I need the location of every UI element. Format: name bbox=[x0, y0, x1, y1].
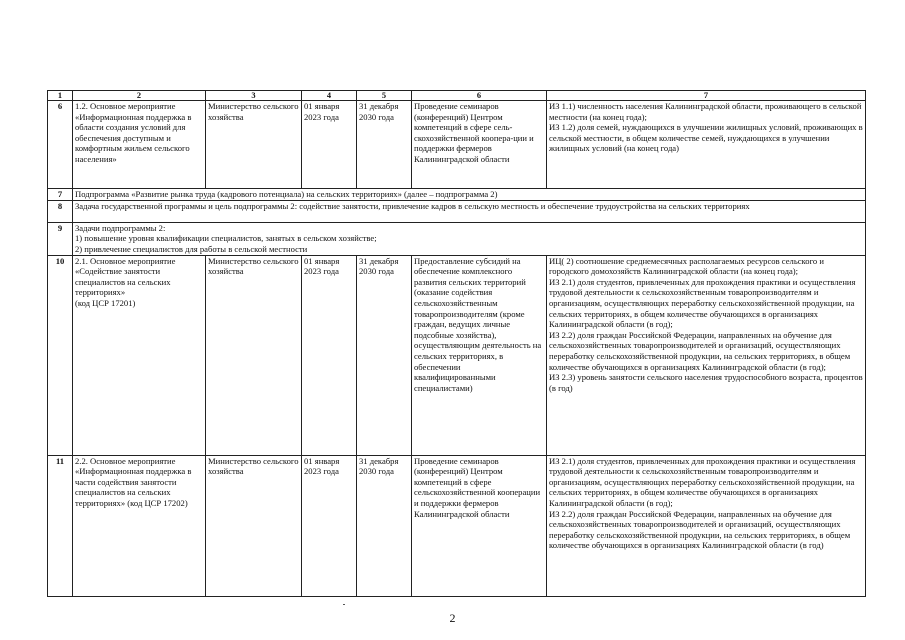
table-row bbox=[48, 200, 866, 222]
result-cell: Проведение семинаров (конференций) Центром компетенций в сфере сель-скохозяйственной коопера-ции и поддержки фермеров Калининградской области bbox=[412, 101, 547, 189]
table-header-row bbox=[48, 91, 866, 101]
row-number: 9 bbox=[48, 222, 73, 255]
executor-cell: Министерство сельского хозяйства bbox=[206, 455, 302, 596]
header-cell: 6 bbox=[412, 91, 547, 101]
row-number: 10 bbox=[48, 255, 73, 455]
header-cell: 5 bbox=[357, 91, 412, 101]
event-cell: 2.2. Основное мероприятие «Информационная поддержка в части содействия занятости специалистов на сельских территориях» (код ЦСР 17202) bbox=[73, 455, 206, 596]
start-date-cell: 01 января 2023 года bbox=[302, 255, 357, 455]
end-date-cell: 31 декабря 2030 года bbox=[357, 255, 412, 455]
header-cell: 7 bbox=[547, 91, 866, 101]
row-number: 11 bbox=[48, 455, 73, 596]
indicators-cell: ИЗ 2.1) доля студентов, привлеченных для прохождения практики и осуществления трудовой деятельности к сельскохозяйственным товаропроизводителям и организациям, осуществляющих переработку сельскохозяйственной продукции, на сельских территориях, в общем количестве обучающихся в организациях Калининградской области (в год); ИЗ 2.2) доля граждан Российской Федерации, направленных на обучение для сельскохозяйственных товаропроизводителей и организаций, осуществляющих переработку сельскохозяйственной продукции, на сельских территориях, в общем количестве обучающихся в организациях Калининградской области (в год) bbox=[547, 455, 866, 596]
executor-cell: Министерство сельского хозяйства bbox=[206, 101, 302, 189]
end-date-cell: 31 декабря 2030 года bbox=[357, 101, 412, 189]
page-number: 2 bbox=[449, 611, 456, 625]
row-number: 6 bbox=[48, 101, 73, 189]
scan-speck bbox=[343, 604, 345, 605]
task-cell: Задача государственной программы и цель подпрограммы 2: содействие занятости, привлечение кадров в сельскую местность и обеспечение трудоустройства на сельских территориях bbox=[73, 200, 866, 222]
result-cell: Предоставление субсидий на обеспечение комплексного развития сельских территорий (оказание содействия сельскохозяйственным товаропроизводителям (кроме граждан, ведущих личные подсобные хозяйства), осуществляющим деятельность на сельских территориях, в обеспечении квалифицированными специалистами) bbox=[412, 255, 547, 455]
result-cell: Проведение семинаров (конференций) Центром компетенций в сфере сельскохозяйственной кооперации и поддержки фермеров Калининградской области bbox=[412, 455, 547, 596]
end-date-cell: 31 декабря 2030 года bbox=[357, 455, 412, 596]
table-row bbox=[48, 222, 866, 255]
row-number: 8 bbox=[48, 200, 73, 222]
header-cell: 3 bbox=[206, 91, 302, 101]
row-number: 7 bbox=[48, 189, 73, 201]
indicators-cell: ИЗ 1.1) численность населения Калининградской области, проживающего в сельской местности (на конец года); ИЗ 1.2) доля семей, нуждающихся в улучшении жилищных условий, проживающих в сельской местности, в общем количестве семей, нуждающихся в улучшении жилищных условий (на конец года) bbox=[547, 101, 866, 189]
table-row bbox=[48, 101, 866, 189]
table-row bbox=[48, 189, 866, 201]
table-row bbox=[48, 455, 866, 596]
start-date-cell: 01 января 2023 года bbox=[302, 455, 357, 596]
table-row bbox=[48, 255, 866, 455]
event-cell: 2.1. Основное мероприятие «Содействие занятости специалистов на сельских территориях» (код ЦСР 17201) bbox=[73, 255, 206, 455]
header-cell: 4 bbox=[302, 91, 357, 101]
subprogram-cell: Подпрограмма «Развитие рынка труда (кадрового потенциала) на сельских территориях» (далее – подпрограмма 2) bbox=[73, 189, 866, 201]
tasks-cell: Задачи подпрограммы 2: 1) повышение уровня квалификации специалистов, занятых в сельском хозяйстве; 2) привлечение специалистов для работы в сельской местности bbox=[73, 222, 866, 255]
program-table bbox=[47, 90, 866, 597]
header-cell: 1 bbox=[48, 91, 73, 101]
header-cell: 2 bbox=[73, 91, 206, 101]
event-cell: 1.2. Основное мероприятие «Информационная поддержка в области создания условий для обеспечения доступным и комфортным жильем сельского населения» bbox=[73, 101, 206, 189]
indicators-cell: ИЦ( 2) соотношение среднемесячных располагаемых ресурсов сельского и городского домохозяйств Калининградской области (на конец года); ИЗ 2.1) доля студентов, привлеченных для прохождения практики и осуществления трудовой деятельности к сельскохозяйственным товаропроизводителям и организациям, осуществляющих переработку сельскохозяйственной продукции, на сельских территориях, в общем количестве обучающихся в организациях Калининградской области (в год); ИЗ 2.2) доля граждан Российской Федерации, направленных на обучение для сельскохозяйственных товаропроизводителей и организаций, осуществляющих переработку сельскохозяйственной продукции, на сельских территориях, в общем количестве обучающихся в организациях Калининградской области (в год); ИЗ 2.3) уровень занятости сельского населения трудоспособного возраста, процентов (в год) bbox=[547, 255, 866, 455]
executor-cell: Министерство сельского хозяйства bbox=[206, 255, 302, 455]
start-date-cell: 01 января 2023 года bbox=[302, 101, 357, 189]
